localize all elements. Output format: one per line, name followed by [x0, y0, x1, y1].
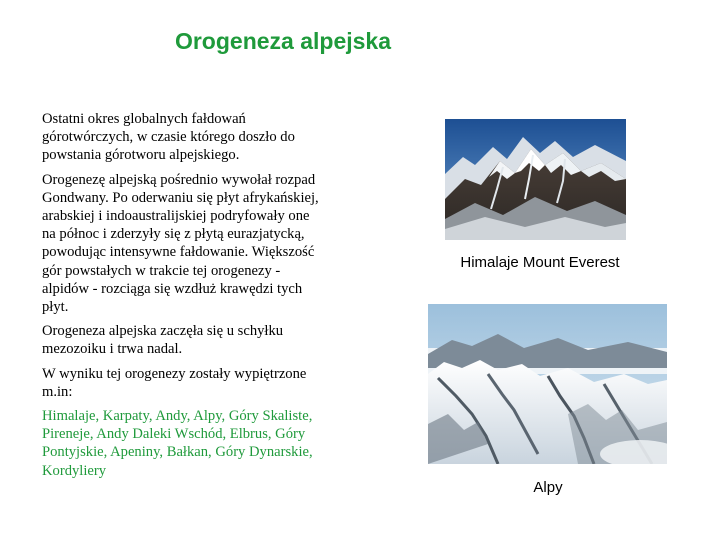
paragraph-timing: Orogeneza alpejska zaczęła się u schyłku mezozoiku i trwa nadal.	[42, 323, 284, 358]
everest-caption: Himalaje Mount Everest	[460, 254, 620, 271]
paragraph-results-intro: W wyniku tej orogenezy zostały wypiętrzone m.in:	[42, 365, 307, 400]
alps-photo	[428, 304, 667, 464]
paragraph-cause: Orogenezę alpejską pośrednio wywołał rozpad Gondwany. Po oderwaniu się płyt afrykańskiej, arabskiej i indoaustralijskiej podryfowały one na północ i zderzyły się z płytą eurazjatycką, powodując intensywne fałdowanie. Większość gór powstałych w trakcie tej orogenezy - alpidów - rozciąga się wzdłuż krawędzi tych płyt.	[42, 171, 319, 316]
slide-title: Orogeneza alpejska	[174, 28, 392, 54]
paragraph-definition: Ostatni okres globalnych fałdowań górotwórczych, w czasie którego doszło do powstania górotworu alpejskiego.	[42, 111, 295, 164]
alps-caption: Alpy	[533, 479, 563, 496]
everest-photo	[445, 119, 626, 240]
body-text	[42, 110, 322, 486]
mountains-list: Himalaje, Karpaty, Andy, Alpy, Góry Skaliste, Pireneje, Andy Daleki Wschód, Elbrus, Góry Pontyjskie, Apeniny, Bałkan, Góry Dynarskie, Kordyliery	[42, 408, 313, 479]
